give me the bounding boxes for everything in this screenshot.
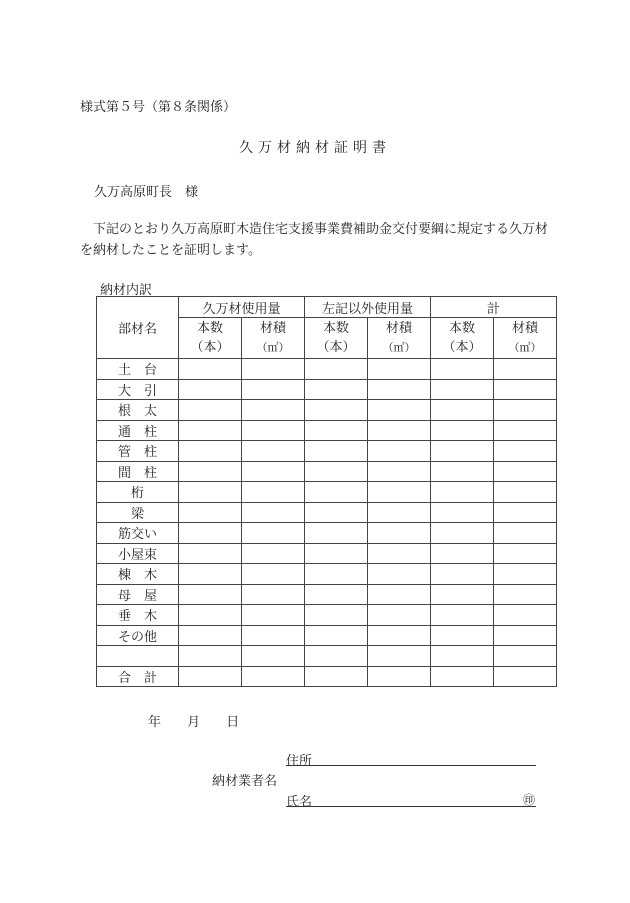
group-header-kuma: 久万材使用量	[179, 297, 305, 318]
item-name: 根 太	[97, 400, 179, 421]
address-label: 住所	[286, 754, 313, 769]
item-name	[97, 646, 179, 667]
table-row	[97, 543, 557, 564]
input-cell[interactable]	[431, 400, 494, 421]
input-cell[interactable]	[368, 564, 431, 585]
count-unit: （本）	[316, 340, 356, 355]
input-cell[interactable]	[305, 420, 368, 441]
item-header: 部材名	[97, 297, 179, 359]
input-cell[interactable]	[179, 543, 242, 564]
input-cell[interactable]	[368, 461, 431, 482]
item-name: 通 柱	[97, 420, 179, 441]
input-cell[interactable]	[242, 543, 305, 564]
input-cell[interactable]	[305, 666, 368, 687]
table-row	[97, 523, 557, 544]
table-row	[97, 461, 557, 482]
count-header	[305, 318, 368, 359]
input-cell[interactable]	[494, 523, 557, 544]
input-cell[interactable]	[431, 359, 494, 380]
volume-unit: （㎥）	[508, 341, 542, 354]
item-name: 梁	[97, 502, 179, 523]
input-cell[interactable]	[305, 625, 368, 646]
input-cell[interactable]	[368, 523, 431, 544]
input-cell[interactable]	[494, 502, 557, 523]
input-cell[interactable]	[494, 461, 557, 482]
seal-icon: ㊞	[523, 793, 536, 807]
volume-label: 材積	[386, 321, 413, 336]
item-name: 土 台	[97, 359, 179, 380]
input-cell[interactable]	[431, 379, 494, 400]
input-cell[interactable]	[305, 564, 368, 585]
group-header-other: 左記以外使用量	[305, 297, 431, 318]
input-cell[interactable]	[179, 502, 242, 523]
item-name: 棟 木	[97, 564, 179, 585]
input-cell[interactable]	[305, 605, 368, 626]
input-cell[interactable]	[305, 482, 368, 503]
item-name: 筋交い	[97, 523, 179, 544]
input-cell[interactable]	[305, 379, 368, 400]
input-cell[interactable]	[368, 666, 431, 687]
input-cell[interactable]	[494, 666, 557, 687]
count-unit: （本）	[442, 340, 482, 355]
input-cell[interactable]	[179, 400, 242, 421]
input-cell[interactable]	[494, 420, 557, 441]
addressee: 久万高原町長 様	[94, 185, 199, 200]
input-cell[interactable]	[305, 584, 368, 605]
input-cell[interactable]	[431, 482, 494, 503]
input-cell[interactable]	[431, 564, 494, 585]
input-cell[interactable]	[305, 543, 368, 564]
input-cell[interactable]	[368, 584, 431, 605]
name-label: 氏名	[286, 795, 313, 810]
input-cell[interactable]	[179, 646, 242, 667]
input-cell[interactable]	[494, 359, 557, 380]
input-cell[interactable]	[431, 646, 494, 667]
input-cell[interactable]	[368, 605, 431, 626]
input-cell[interactable]	[494, 584, 557, 605]
name-field[interactable]	[286, 806, 536, 807]
table-row	[97, 605, 557, 626]
input-cell[interactable]	[179, 584, 242, 605]
item-name: 母 屋	[97, 584, 179, 605]
address-field[interactable]	[286, 765, 536, 766]
input-cell[interactable]	[368, 359, 431, 380]
input-cell[interactable]	[368, 420, 431, 441]
volume-header	[242, 318, 305, 359]
input-cell[interactable]	[305, 400, 368, 421]
count-header	[431, 318, 494, 359]
date-line: 年 月 日	[148, 715, 240, 730]
input-cell[interactable]	[242, 461, 305, 482]
input-cell[interactable]	[431, 441, 494, 462]
count-header	[179, 318, 242, 359]
input-cell[interactable]	[431, 502, 494, 523]
input-cell[interactable]	[494, 625, 557, 646]
item-name: 大 引	[97, 379, 179, 400]
volume-label: 材積	[512, 321, 539, 336]
body-text	[80, 219, 560, 261]
input-cell[interactable]	[305, 359, 368, 380]
input-cell[interactable]	[368, 543, 431, 564]
volume-header	[494, 318, 557, 359]
input-cell[interactable]	[368, 646, 431, 667]
input-cell[interactable]	[242, 502, 305, 523]
input-cell[interactable]	[431, 420, 494, 441]
input-cell[interactable]	[179, 379, 242, 400]
input-cell[interactable]	[242, 482, 305, 503]
input-cell[interactable]	[179, 482, 242, 503]
input-cell[interactable]	[431, 605, 494, 626]
input-cell[interactable]	[305, 502, 368, 523]
input-cell[interactable]	[494, 400, 557, 421]
table-row	[97, 482, 557, 503]
form-number: 様式第５号（第８条関係）	[80, 100, 237, 115]
input-cell[interactable]	[179, 625, 242, 646]
table-row	[97, 646, 557, 667]
input-cell[interactable]	[494, 441, 557, 462]
input-cell[interactable]	[179, 359, 242, 380]
table-row	[97, 502, 557, 523]
item-name: その他	[97, 625, 179, 646]
volume-header	[368, 318, 431, 359]
input-cell[interactable]	[305, 523, 368, 544]
item-name: 小屋束	[97, 543, 179, 564]
input-cell[interactable]	[494, 543, 557, 564]
volume-label: 材積	[260, 321, 287, 336]
count-label: 本数	[196, 321, 223, 336]
input-cell[interactable]	[242, 646, 305, 667]
input-cell[interactable]	[242, 605, 305, 626]
input-cell[interactable]	[494, 646, 557, 667]
input-cell[interactable]	[242, 379, 305, 400]
input-cell[interactable]	[368, 482, 431, 503]
input-cell[interactable]	[368, 502, 431, 523]
input-cell[interactable]	[494, 605, 557, 626]
count-label: 本数	[449, 321, 476, 336]
input-cell[interactable]	[242, 666, 305, 687]
input-cell[interactable]	[494, 564, 557, 585]
input-cell[interactable]	[368, 379, 431, 400]
input-cell[interactable]	[242, 441, 305, 462]
input-cell[interactable]	[242, 400, 305, 421]
count-unit: （本）	[190, 340, 230, 355]
item-name: 桁	[97, 482, 179, 503]
volume-unit: （㎥）	[382, 341, 416, 354]
input-cell[interactable]	[179, 605, 242, 626]
item-name: 合 計	[97, 666, 179, 687]
input-cell[interactable]	[305, 461, 368, 482]
table-row	[97, 441, 557, 462]
input-cell[interactable]	[179, 441, 242, 462]
input-cell[interactable]	[368, 400, 431, 421]
item-name: 管 柱	[97, 441, 179, 462]
input-cell[interactable]	[494, 379, 557, 400]
input-cell[interactable]	[305, 646, 368, 667]
input-cell[interactable]	[431, 625, 494, 646]
input-cell[interactable]	[179, 523, 242, 544]
input-cell[interactable]	[368, 441, 431, 462]
table-caption: 納材内訳	[100, 283, 153, 298]
item-name: 垂 木	[97, 605, 179, 626]
table-row	[97, 584, 557, 605]
company-label: 納材業者名	[212, 774, 278, 789]
input-cell[interactable]	[242, 584, 305, 605]
document-title: 久万材納材証明書	[239, 140, 391, 156]
input-cell[interactable]	[242, 625, 305, 646]
table-row	[97, 400, 557, 421]
volume-unit: （㎥）	[256, 341, 290, 354]
table-row	[97, 379, 557, 400]
count-label: 本数	[323, 321, 350, 336]
input-cell[interactable]	[179, 564, 242, 585]
input-cell[interactable]	[431, 584, 494, 605]
total-row	[97, 666, 557, 687]
input-cell[interactable]	[179, 666, 242, 687]
input-cell[interactable]	[431, 666, 494, 687]
input-cell[interactable]	[431, 523, 494, 544]
input-cell[interactable]	[179, 420, 242, 441]
input-cell[interactable]	[242, 420, 305, 441]
table-row	[97, 359, 557, 380]
group-header-total: 計	[431, 297, 557, 318]
table-row	[97, 420, 557, 441]
table-row	[97, 625, 557, 646]
input-cell[interactable]	[179, 461, 242, 482]
input-cell[interactable]	[305, 441, 368, 462]
body-text-content: 下記のとおり久万高原町木造住宅支援事業費補助金交付要綱に規定する久万材を納材したことを証明します。	[80, 222, 549, 258]
input-cell[interactable]	[494, 482, 557, 503]
input-cell[interactable]	[242, 564, 305, 585]
item-name: 間 柱	[97, 461, 179, 482]
input-cell[interactable]	[431, 461, 494, 482]
material-table	[96, 296, 557, 687]
input-cell[interactable]	[242, 523, 305, 544]
table-row	[97, 564, 557, 585]
input-cell[interactable]	[242, 359, 305, 380]
input-cell[interactable]	[431, 543, 494, 564]
input-cell[interactable]	[368, 625, 431, 646]
